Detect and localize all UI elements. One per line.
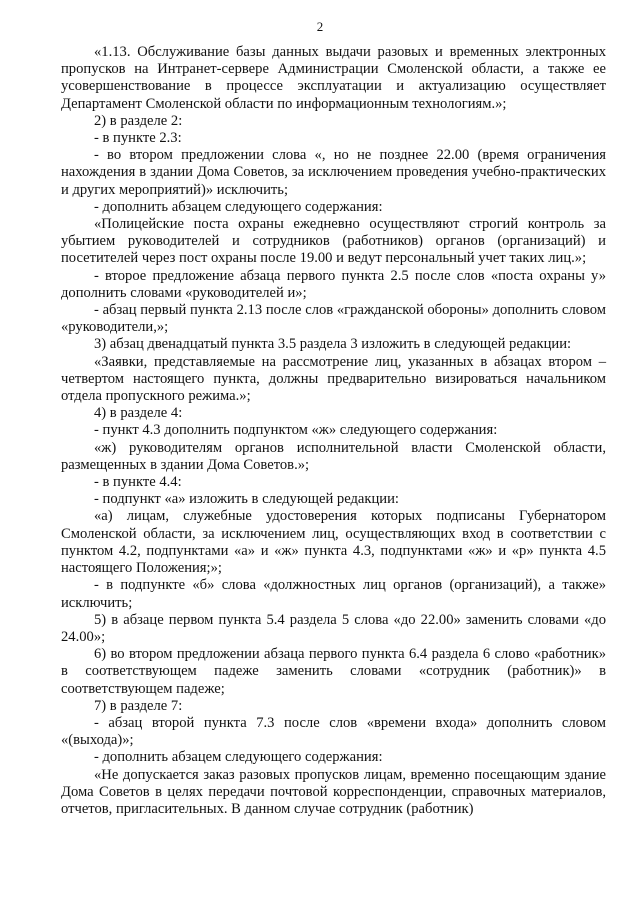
paragraph-point-2-5: - второе предложение абзаца первого пункта 2.5 после слов «поста охраны у» дополнить словами «руководителей и»; [61, 267, 606, 301]
paragraph-second-sentence: - во втором предложении слова «, но не позднее 22.00 (время ограничения нахождения в здании Дома Советов, за исключением проведения учебно-практических и других мероприятий)» исключить; [61, 147, 606, 198]
paragraph-police-quote: «Полицейские поста охраны ежедневно осуществляют строгий контроль за убытием руководителей и сотрудников (работников) органов (организаций) и посетителей через пост охраны после 19.00 и ведут персональный учет таких лиц.»; [61, 216, 606, 267]
paragraph-subpoint-a: «а) лицам, служебные удостоверения которых подписаны Губернатором Смоленской области, за исключением лиц, осуществляющих вход в соответствии с пунктом 4.2, подпунктами «а» и «ж» пункта 4.3, подпунктами «ж» и «р» пункта 4.5 настоящего Положения;»; [61, 508, 606, 577]
paragraph-point-2-3: - в пункте 2.3: [94, 130, 182, 147]
page-number: 2 [316, 19, 324, 34]
paragraph-section-2: 2) в разделе 2: [94, 112, 183, 129]
paragraph-single-passes-quote: «Не допускается заказ разовых пропусков лицам, временно посещающим здание Дома Советов в целях передачи почтовой корреспонденции, справочных материалов, отчетов, пригласительных. В данном случае сотрудник (работник) [61, 766, 606, 817]
paragraph-item-6: 6) во втором предложении абзаца первого пункта 6.4 раздела 6 слово «работник» в соответствующем падеже заменить словами «сотрудник (работник)» в соответствующем падеже; [61, 646, 606, 697]
paragraph-item-3: 3) абзац двенадцатый пункта 3.5 раздела 3 изложить в следующей редакции: [94, 336, 572, 353]
paragraph-subpoint-zh: «ж) руководителям органов исполнительной власти Смоленской области, размещенных в здании Дома Советов.»; [61, 439, 606, 473]
paragraph-section-4: 4) в разделе 4: [94, 405, 183, 422]
paragraph-point-4-3: - пункт 4.3 дополнить подпунктом «ж» следующего содержания: [94, 422, 498, 439]
paragraph-point-7-3: - абзац второй пункта 7.3 после слов «времени входа» дополнить словом «(выхода)»; [61, 714, 606, 749]
paragraph-subpoint-b: - в подпункте «б» слова «должностных лиц органов (организаций), а также» исключить; [61, 577, 606, 611]
paragraph-section-7: 7) в разделе 7: [94, 697, 183, 714]
paragraph-item-5: 5) в абзаце первом пункта 5.4 раздела 5 слова «до 22.00» заменить словами «до 24.00»; [61, 611, 606, 645]
paragraph-add-paragraph-7: - дополнить абзацем следующего содержания: [94, 749, 383, 766]
paragraph-subpoint-a-intro: - подпункт «а» изложить в следующей редакции: [94, 491, 399, 508]
paragraph-point-2-13: - абзац первый пункта 2.13 после слов «гражданской обороны» дополнить словом «руководители,»; [61, 302, 606, 336]
document-body [61, 44, 606, 818]
paragraph-1-13-quote: «1.13. Обслуживание базы данных выдачи разовых и временных электронных пропусков на Интранет-сервере Администрации Смоленской области, а также ее усовершенствование в процессе эксплуатации и актуализацию осуществляет Департамент Смоленской области по информационным технологиям.»; [61, 44, 606, 112]
paragraph-requests-quote: «Заявки, представляемые на рассмотрение лиц, указанных в абзацах втором – четвертом настоящего пункта, должны предварительно визироваться начальником отдела пропускного режима.»; [61, 353, 606, 405]
paragraph-add-paragraph: - дополнить абзацем следующего содержания: [94, 198, 383, 215]
paragraph-point-4-4: - в пункте 4.4: [94, 474, 182, 491]
